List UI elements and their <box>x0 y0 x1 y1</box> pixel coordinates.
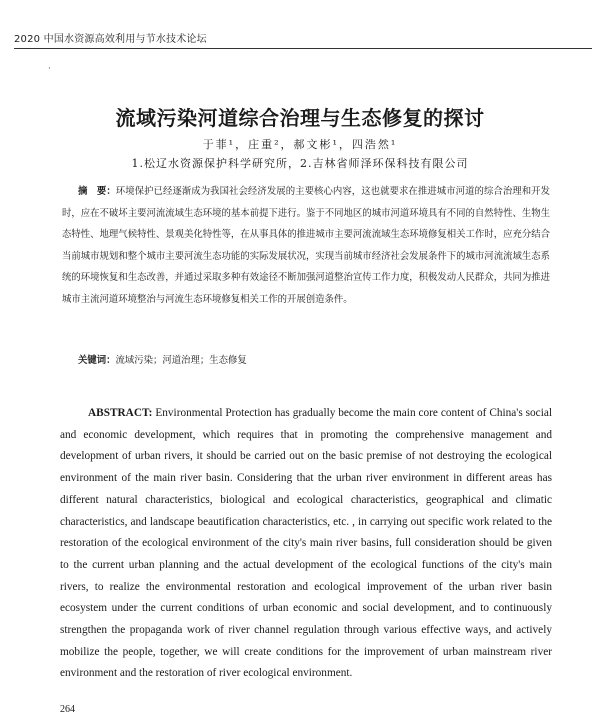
keywords <box>78 352 247 366</box>
page-number: 264 <box>60 704 75 715</box>
paper-affiliations: 1.松辽水资源保护科学研究所，2.吉林省师泽环保科技有限公司 <box>131 157 469 170</box>
english-abstract <box>60 403 552 685</box>
header-rule <box>14 48 592 49</box>
paper-authors: 于菲¹，庄重²，郝文彬¹，四浩然¹ <box>202 138 398 151</box>
chinese-abstract-label: 摘 要： <box>78 186 116 197</box>
english-abstract-label: ABSTRACT: <box>88 407 153 419</box>
chinese-abstract <box>62 181 550 310</box>
english-abstract-body: Environmental Protection has gradually become the main core content of China's social and economic development, which requires that in promoting the comprehensive management and development of urban rivers, it should be carried out on the basic premise of not destroying the ecological environment of the main river basin. Considering that the urban river environment in different areas has different natural characteristics, biological and ecological characteristics, geographical and climatic characteristics, and landscape beautification characteristics, etc. , in carrying out specific work related to the restoration of the ecological environment of the city's main river basins, full consideration should be given to the current urban planning and the actual development of the ecological functions of the city's main rivers, to realize the environmental restoration and ecological improvement of the urban river basin ecosystem under the current conditions of urban economic and social development, and to continuously strengthen the propaganda work of river channel regulation through various effective ways, and actively mobilize the people, together, we will create conditions for the improvement of urban mainstream river environment and the restoration of river ecological environment. <box>60 407 552 680</box>
paper-title: 流域污染河道综合治理与生态修复的探讨 <box>115 106 485 130</box>
chinese-abstract-body: 环境保护已经逐渐成为我国社会经济发展的主要核心内容，这也就要求在推进城市河道的综合治理和开发时，应在不破坏主要河流流域生态环境的基本前提下进行。鉴于不同地区的城市河道环境具有不同的自然特性、生物生态特性、地理气候特性、景观美化特性等，在从事具体的推进城市主要河流流域生态环境修复相关工作时，应充分结合当前城市规划和整个城市主要河流生态功能的实际发展状况，实现当前城市经济社会发展条件下的城市河流流域生态系统的环境恢复和生态改善，并通过采取多种有效途径不断加强河道整治宣传工作力度，积极发动人民群众，共同为推进城市主流河道环境整治与河流生态环境修复相关工作的开展创造条件。 <box>62 186 550 305</box>
keywords-label: 关键词： <box>78 355 116 366</box>
running-header: 2020 中国水资源高效利用与节水技术论坛 <box>14 34 207 45</box>
keywords-list: 流域污染；河道治理；生态修复 <box>115 355 247 366</box>
margin-mark: · <box>48 64 51 74</box>
